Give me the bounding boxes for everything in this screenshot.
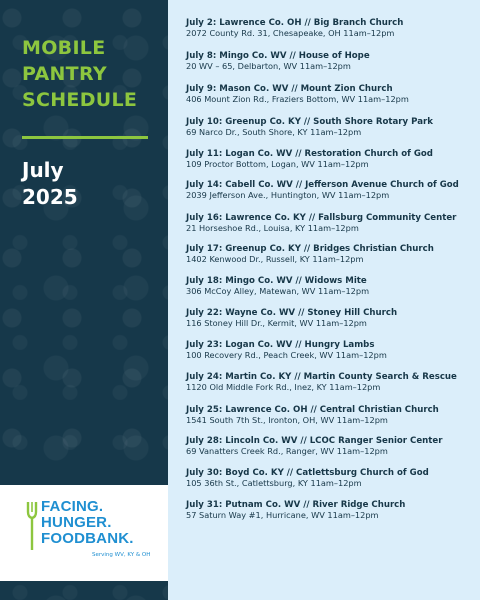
- month-line: July: [22, 158, 64, 182]
- entry-address: 1541 South 7th St., Ironton, OH, WV 11am–12pm: [186, 415, 388, 426]
- month-line: 2025: [22, 185, 78, 209]
- entry-address: 57 Saturn Way #1, Hurricane, WV 11am–12pm: [186, 510, 379, 521]
- entry-title: July 22: Wayne Co. WV // Stoney Hill Church: [186, 308, 398, 318]
- entry-address: 100 Recovery Rd., Peach Creek, WV 11am–12pm: [186, 350, 387, 361]
- logo-tagline: Serving WV, KY & OH: [92, 552, 151, 558]
- entry-title: July 28: Lincoln Co. WV // LCOC Ranger Senior Center: [186, 436, 443, 446]
- entry-address: 306 McCoy Alley, Matewan, WV 11am–12pm: [186, 286, 370, 297]
- entry-title: July 18: Mingo Co. WV // Widows Mite: [186, 276, 367, 286]
- schedule-title: [22, 36, 162, 113]
- title-divider: [22, 136, 148, 139]
- entry-title: July 17: Greenup Co. KY // Bridges Christian Church: [186, 244, 434, 254]
- schedule-entry: [186, 84, 476, 105]
- entry-address: 1120 Old Middle Fork Rd., Inez, KY 11am–12pm: [186, 382, 381, 393]
- entry-address: 2039 Jefferson Ave., Huntington, WV 11am–12pm: [186, 190, 390, 201]
- entry-address: 105 36th St., Catlettsburg, KY 11am–12pm: [186, 478, 362, 489]
- schedule-entry: [186, 405, 476, 426]
- schedule-entry: [186, 436, 476, 457]
- schedule-entry: [186, 18, 476, 39]
- entry-title: July 16: Lawrence Co. KY // Fallsburg Community Center: [186, 213, 457, 223]
- entry-title: July 25: Lawrence Co. OH // Central Christian Church: [186, 405, 439, 415]
- entry-address: 1402 Kenwood Dr., Russell, KY 11am–12pm: [186, 254, 364, 265]
- fork-spoon-icon: [26, 500, 40, 552]
- entry-address: 2072 County Rd. 31, Chesapeake, OH 11am–12pm: [186, 28, 395, 39]
- title-line: SCHEDULE: [22, 88, 138, 111]
- entry-title: July 31: Putnam Co. WV // River Ridge Church: [186, 500, 406, 510]
- schedule-entry: [186, 500, 476, 521]
- entry-title: July 2: Lawrence Co. OH // Big Branch Church: [186, 18, 404, 28]
- entry-address: 21 Horseshoe Rd., Louisa, KY 11am–12pm: [186, 223, 359, 234]
- entry-address: 109 Proctor Bottom, Logan, WV 11am–12pm: [186, 159, 369, 170]
- schedule-entry: [186, 180, 476, 201]
- entry-address: 20 WV – 65, Delbarton, WV 11am–12pm: [186, 61, 351, 72]
- schedule-entry: [186, 117, 476, 138]
- schedule-entry: [186, 308, 476, 329]
- foodbank-logo: [0, 485, 168, 581]
- schedule-entry: [186, 244, 476, 265]
- month-heading: [22, 157, 78, 211]
- schedule-entry: [186, 51, 476, 72]
- entry-title: July 30: Boyd Co. KY // Catlettsburg Church of God: [186, 468, 429, 478]
- schedule-entry: [186, 340, 476, 361]
- entry-title: July 23: Logan Co. WV // Hungry Lambs: [186, 340, 375, 350]
- entry-title: July 10: Greenup Co. KY // South Shore Rotary Park: [186, 117, 433, 127]
- schedule-list: [168, 0, 480, 600]
- entry-address: 406 Mount Zion Rd., Fraziers Bottom, WV 11am–12pm: [186, 94, 409, 105]
- schedule-entry: [186, 372, 476, 393]
- entry-title: July 9: Mason Co. WV // Mount Zion Church: [186, 84, 393, 94]
- entry-title: July 11: Logan Co. WV // Restoration Church of God: [186, 149, 433, 159]
- sidebar: [0, 0, 168, 600]
- title-line: MOBILE: [22, 37, 106, 59]
- entry-title: July 24: Martin Co. KY // Martin County Search & Rescue: [186, 372, 457, 382]
- entry-address: 69 Narco Dr., South Shore, KY 11am–12pm: [186, 127, 362, 138]
- schedule-entry: [186, 213, 476, 234]
- schedule-entry: [186, 276, 476, 297]
- entry-title: July 8: Mingo Co. WV // House of Hope: [186, 51, 370, 61]
- logo-wordmark: FACING. HUNGER. FOODBANK.: [41, 498, 134, 548]
- schedule-entry: [186, 149, 476, 170]
- schedule-entry: [186, 468, 476, 489]
- title-line: PANTRY: [22, 62, 107, 85]
- entry-address: 116 Stoney Hill Dr., Kermit, WV 11am–12pm: [186, 318, 367, 329]
- entry-address: 69 Vanatters Creek Rd., Ranger, WV 11am–12pm: [186, 446, 388, 457]
- entry-title: July 14: Cabell Co. WV // Jefferson Avenue Church of God: [186, 180, 459, 190]
